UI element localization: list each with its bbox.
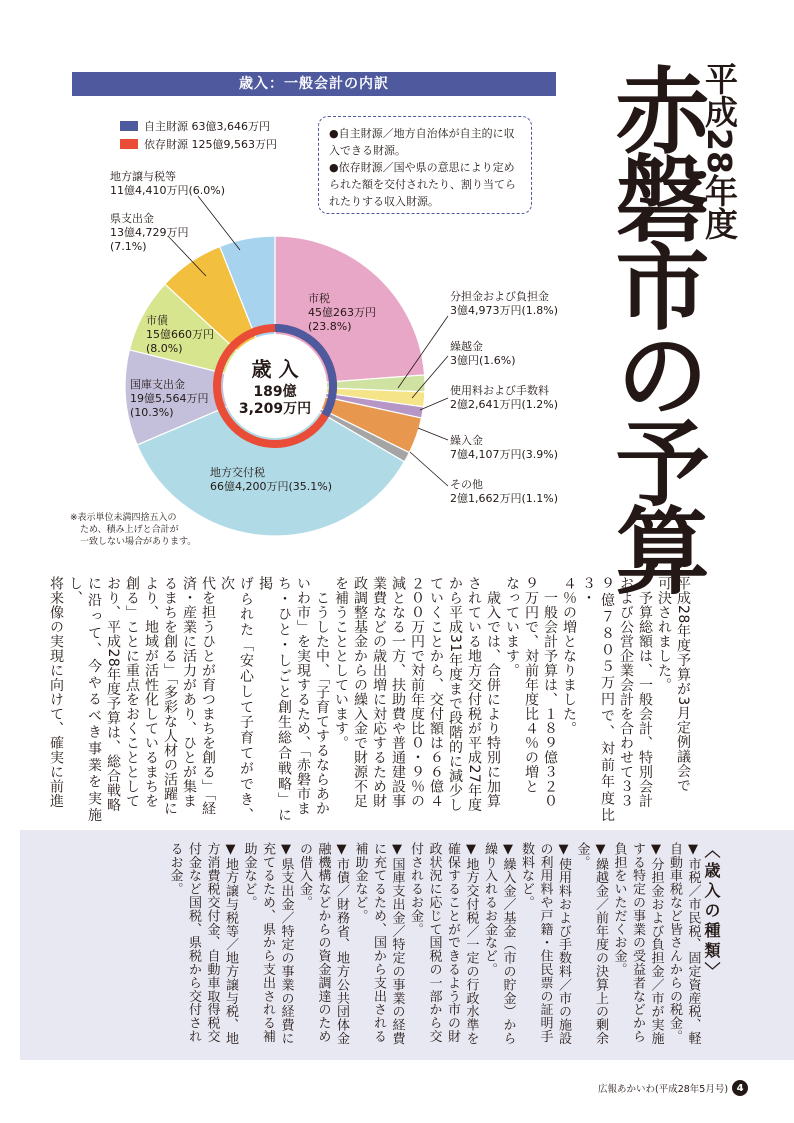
label-kurikoshi-name: 繰越金 <box>450 340 483 353</box>
article-column: 一般会計予算は、１８９億３２０ <box>542 576 558 808</box>
label-kenshishutsu-pct: (7.1%) <box>110 240 147 253</box>
leader-line-kuriire <box>418 428 448 440</box>
label-kurikoshi <box>450 340 516 368</box>
article-column: ２００万円で対前年度比０・９％の <box>409 576 425 808</box>
label-shisai-amount: 15億660万円 <box>146 328 214 341</box>
article-column: 将来像の実現に向けて、確実に前進 <box>48 576 64 808</box>
revenue-type-column: する特定の事業の受益者などから <box>630 842 645 1043</box>
revenue-type-column: ▼地方譲与税等／地方譲与税、地 <box>223 842 238 1045</box>
label-kenshishutsu <box>110 212 189 254</box>
label-jouyozei <box>110 170 225 198</box>
article-column: いわ市」を実現するため、「赤磐市ま <box>295 576 311 816</box>
leader-line-jouyozei <box>198 196 240 250</box>
chart-header: 歳入：一般会計の内訳 <box>72 72 556 96</box>
article-column: ４％の増となりました。 <box>561 576 577 736</box>
revenue-type-column: の利用料や戸籍・住民票の証明手 <box>537 842 553 1043</box>
revenue-types-list <box>102 842 720 1054</box>
revenue-type-column: ▼市債／財務省、地方公共団体金 <box>334 842 349 1045</box>
label-sonota <box>450 478 558 506</box>
revenue-types-heading: 〈歳入の種類〉 <box>702 842 721 982</box>
revenue-type-column: ▼国庫支出金／特定の事業の経費 <box>389 842 405 1045</box>
label-shiyoryo-name: 使用料および手数料 <box>450 384 549 397</box>
footnote-line-3: 一致しない場合があります。 <box>80 537 197 547</box>
article-column: および公営企業会計を合わせて３３ <box>618 576 634 808</box>
legend-label-own: 自主財源 63億3,646万円 <box>144 120 270 133</box>
revenue-type-column: 金。 <box>574 842 590 869</box>
article-column: ９万円で、対前年度比４％の増と <box>523 576 539 794</box>
revenue-type-column: 数料など。 <box>519 842 534 909</box>
revenue-type-column: 確保することができるよう市の財 <box>445 842 460 1043</box>
article-column: 歳入では、合併により特別に加算 <box>485 576 501 808</box>
article-column: げられた「安心して子育てができ、次 <box>219 576 254 822</box>
revenue-type-column: ▼市税／市民税、固定資産税、軽 <box>685 842 701 1045</box>
label-bunnin-name: 分担金および負担金 <box>450 290 549 303</box>
pie-center-amount-2: 3,209万円 <box>238 401 312 417</box>
label-kuriire-amount: 7億4,107万円(3.9%) <box>450 448 559 461</box>
label-shizei-amount: 45億263万円 <box>308 306 376 319</box>
label-bunnin-amount: 3億4,973万円(1.8%) <box>450 304 559 317</box>
label-shisai <box>146 314 214 356</box>
label-sonota-amount: 2億1,662万円(1.1%) <box>450 492 559 505</box>
page-number: 4 <box>732 1080 748 1096</box>
revenue-type-column: ▼県支出金／特定の事業の経費に <box>278 842 294 1045</box>
revenue-type-column: 充てるため、県から支出される補 <box>260 842 275 1043</box>
revenue-type-column: 融機構などからの資金調達のため <box>315 842 331 1043</box>
article-column: ９億７８０５万円で、対前年度比３・ <box>580 576 615 822</box>
article-column: 可決されました。 <box>656 576 672 692</box>
article-column: 予算総額は、一般会計、特別会計 <box>637 576 653 808</box>
label-jouyozei-name: 地方譲与税等 <box>110 170 176 183</box>
article-column: を補うこととしています。 <box>333 576 349 750</box>
budget-article-body <box>48 576 692 822</box>
revenue-type-column: 補助金など。 <box>352 842 368 923</box>
label-bunnin <box>450 290 558 318</box>
article-column: 代を担うひとが育つまちを創る」「経 <box>200 576 216 816</box>
revenue-type-column: 助金など。 <box>241 842 257 909</box>
revenue-type-column: 付金など国税、県税から交付され <box>186 842 201 1043</box>
label-kokko-amount: 19億5,564万円 <box>130 392 209 405</box>
revenue-type-column: ▼繰越金／前年度の決算上の剰余 <box>593 842 608 1045</box>
label-kokko <box>130 378 209 420</box>
label-jouyozei-amount: 11億4,410万円(6.0%) <box>110 184 226 197</box>
article-column: なっています。 <box>504 576 520 678</box>
page-footer <box>598 1080 748 1096</box>
label-kenshishutsu-amount: 13億4,729万円 <box>110 226 189 239</box>
revenue-type-column: 自動車税など皆さんからの税金。 <box>667 842 682 1043</box>
revenue-type-column: ▼使用料および手数料／市の施設 <box>556 842 571 1045</box>
label-koufuzei <box>210 466 332 494</box>
article-column: 創る」ことに重点をおくこととして <box>124 576 140 808</box>
label-kokko-pct: (10.3%) <box>130 406 174 419</box>
footnote-line-2: ため、積み上げと合計が <box>80 525 179 535</box>
label-shizei-pct: (23.8%) <box>308 320 352 333</box>
article-column: されている地方交付税が平成27年度 <box>466 576 482 813</box>
label-kuriire-name: 繰入金 <box>450 434 483 447</box>
note-own-revenue: ●自主財源／地方自治体が自主的に収入できる財源。 <box>329 127 515 157</box>
label-kurikoshi-amount: 3億円(1.6%) <box>450 354 516 367</box>
revenue-type-column: 政状況に応じて国税の一部から交 <box>426 842 442 1043</box>
article-column: から平成31年度まで段階的に減少し <box>447 576 463 813</box>
page-subtitle: 平成28年度 <box>700 62 739 240</box>
article-column: 済・産業に活力があり、ひとが集ま <box>181 576 197 808</box>
page-title: 赤磐市の予算 <box>599 62 708 590</box>
article-column: 業費などの歳出増に対応するため財 <box>371 576 387 808</box>
leader-line-sonota <box>410 452 448 486</box>
revenue-type-column: 付されるお金。 <box>408 842 423 936</box>
label-shiyoryo <box>450 384 558 412</box>
legend-label-dependent: 依存財源 125億9,563万円 <box>144 138 277 151</box>
leader-line-kurikoshi <box>412 356 448 398</box>
article-column: おり、平成28年度予算は、総合戦略 <box>105 576 121 813</box>
label-shiyoryo-amount: 2億2,641万円(1.2%) <box>450 398 559 411</box>
leader-line-bunnin <box>398 316 448 388</box>
article-column: 減となる一方、扶助費や普通建設事 <box>390 576 406 808</box>
label-kokko-name: 国庫支出金 <box>130 378 185 391</box>
leader-line-shiyoryo <box>420 398 448 410</box>
revenue-type-column: るお金。 <box>167 842 183 896</box>
label-shisai-pct: (8.0%) <box>146 342 183 355</box>
label-shizei <box>308 292 376 334</box>
revenue-type-column: に充てるため、国から支出される <box>371 842 386 1043</box>
article-column: ていくことから、交付額は６６億４ <box>428 576 444 808</box>
revenue-type-column: 負担をいただくお金。 <box>611 842 627 976</box>
article-column: ち・ひと・しごと創生総合戦略」に掲 <box>257 576 292 822</box>
pie-center-title: 歳 入 <box>251 357 299 381</box>
label-kenshishutsu-name: 県支出金 <box>110 212 154 225</box>
footer-publication: 広報あかいわ(平成28年5月号) <box>598 1084 729 1095</box>
article-column: るまちを創る」「多彩な人材の活躍に <box>162 576 178 816</box>
label-sonota-name: その他 <box>450 478 483 491</box>
label-shisai-name: 市債 <box>146 314 168 327</box>
article-column: に沿って、今やるべき事業を実施し、 <box>67 576 102 822</box>
article-column: 平成28年度予算が3月定例議会で <box>675 576 691 793</box>
footnote-line-1: ※表示単位未満四捨五入の <box>70 513 177 523</box>
pie-center-amount-1: 189億 <box>253 384 297 400</box>
note-dependent-revenue: ●依存財源／国や県の意思により定められた額を交付されたり、割り当てられたりする収入財源。 <box>329 161 516 208</box>
revenue-type-column: の借入金。 <box>297 842 312 909</box>
revenue-type-column: 繰り入れるお金など。 <box>482 842 497 976</box>
label-shizei-name: 市税 <box>308 292 330 305</box>
revenue-type-column: 方消費税交付金、自動車取得税交 <box>204 842 220 1043</box>
revenue-type-column: ▼分担金および負担金／市が実施 <box>648 842 664 1045</box>
revenue-type-column: ▼地方交付税／一定の行政水準を <box>463 842 479 1045</box>
article-column: こうした中、「子育てするならあか <box>314 576 330 816</box>
label-koufuzei-name: 地方交付税 <box>210 466 265 479</box>
label-koufuzei-amount: 66億4,200万円(35.1%) <box>210 480 333 493</box>
revenue-type-column: ▼繰入金／基金（市の貯金）から <box>500 842 516 1045</box>
article-column: より、地域が活性化しているまちを <box>143 576 159 808</box>
label-kuriire <box>450 434 558 462</box>
article-column: 政調整基金からの繰入金で財源不足 <box>352 576 368 808</box>
chart-footnote <box>70 512 196 548</box>
